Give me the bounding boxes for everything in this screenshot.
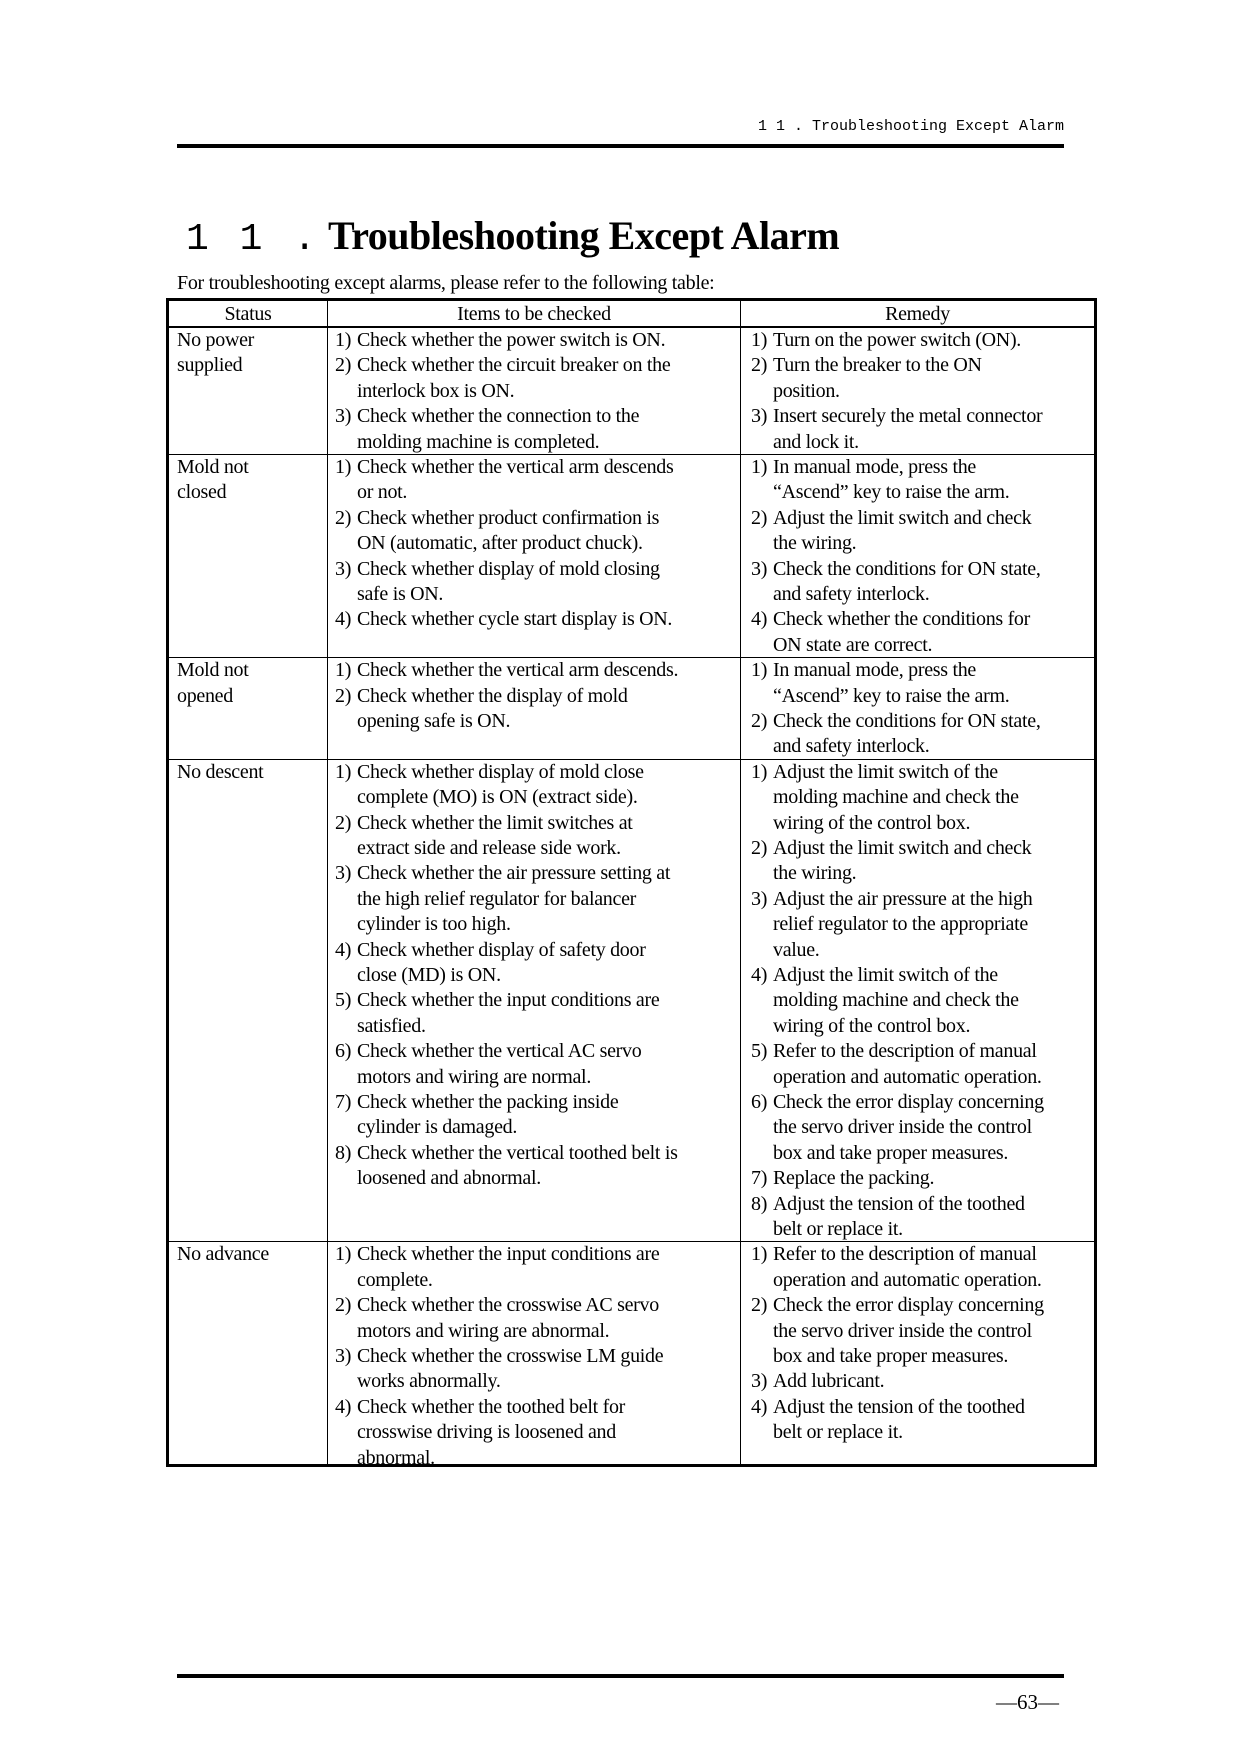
- item-number: 1): [751, 329, 768, 351]
- check-cell: [335, 455, 674, 633]
- item-continuation-line: molding machine is completed.: [357, 430, 600, 453]
- page-number: —63—: [996, 1690, 1059, 1714]
- item-text: Turn on the power switch (ON).: [773, 329, 1022, 351]
- item-continuation-line: and safety interlock.: [773, 735, 930, 758]
- item-number: 4): [335, 1395, 352, 1418]
- header-rule: [177, 144, 1064, 148]
- remedy-item: [751, 1039, 1044, 1090]
- check-item: [335, 988, 678, 1039]
- section-title: Troubleshooting Except Alarm: [328, 213, 840, 258]
- item-first-line: [751, 455, 1041, 480]
- item-continuation-line: interlock box is ON.: [357, 379, 515, 402]
- item-first-line: [751, 836, 1044, 861]
- check-cell: [335, 1242, 663, 1471]
- item-number: 8): [751, 1192, 768, 1215]
- item-first-line: [751, 887, 1044, 912]
- status-cell: [177, 455, 249, 506]
- header-items-to-be-checked: Items to be checked: [457, 303, 611, 325]
- item-continuation-line: complete.: [357, 1268, 433, 1291]
- item-number: 3): [335, 557, 352, 580]
- check-item: [335, 1141, 678, 1192]
- item-number: 7): [751, 1167, 768, 1190]
- item-continuation-line: the high relief regulator for balancer: [357, 887, 637, 910]
- status-line: opened: [177, 684, 233, 707]
- item-continuation-line: the wiring.: [773, 862, 857, 885]
- check-cell: [335, 658, 678, 734]
- item-first-line: [335, 404, 670, 429]
- item-continuation-line: value.: [773, 938, 820, 961]
- check-item: [335, 1242, 663, 1293]
- item-number: 5): [335, 989, 352, 1012]
- item-continuation-line: and safety interlock.: [773, 583, 930, 606]
- item-text: Check whether the vertical toothed belt is: [357, 1141, 678, 1164]
- item-text: Check whether the display of mold: [357, 684, 628, 707]
- item-first-line: [335, 328, 670, 353]
- check-item: [335, 353, 670, 404]
- check-cell: [335, 328, 670, 455]
- item-text: Check whether display of safety door: [357, 938, 646, 961]
- item-number: 2): [335, 811, 352, 834]
- item-continuation-line: opening safe is ON.: [357, 710, 511, 732]
- item-text: Check whether the packing inside: [357, 1091, 619, 1114]
- remedy-item: [751, 1090, 1044, 1166]
- item-number: 3): [751, 557, 768, 580]
- item-continuation-line: extract side and release side work.: [357, 837, 621, 860]
- item-number: 3): [335, 405, 352, 428]
- item-first-line: [335, 557, 674, 582]
- item-number: 1): [751, 1243, 768, 1266]
- item-continuation-line: satisfied.: [357, 1014, 426, 1037]
- remedy-item: [751, 1242, 1044, 1293]
- remedy-item: [751, 404, 1042, 455]
- item-number: 3): [335, 1345, 352, 1368]
- item-number: 2): [335, 354, 352, 377]
- status-cell: [177, 760, 263, 785]
- item-text: Check whether display of mold closing: [357, 557, 660, 580]
- item-first-line: [751, 1090, 1044, 1115]
- item-number: 6): [751, 1091, 768, 1114]
- item-first-line: [335, 938, 678, 963]
- check-item: [335, 557, 674, 608]
- item-continuation-line: cylinder is too high.: [357, 913, 511, 936]
- item-text: Check whether cycle start display is ON.: [357, 608, 673, 631]
- item-first-line: [751, 709, 1041, 734]
- check-item: [335, 455, 674, 506]
- check-cell: [335, 760, 678, 1192]
- item-number: 6): [335, 1040, 352, 1063]
- item-number: 4): [751, 1395, 768, 1418]
- item-text: Check whether the input conditions are: [357, 1243, 660, 1266]
- item-text: Check the conditions for ON state,: [773, 710, 1041, 732]
- item-text: Turn the breaker to the ON: [773, 354, 982, 377]
- item-first-line: [335, 1090, 678, 1115]
- item-continuation-line: the servo driver inside the control: [773, 1116, 1032, 1139]
- status-line: Mold not: [177, 659, 249, 682]
- item-continuation-line: loosened and abnormal.: [357, 1167, 541, 1190]
- remedy-cell: [751, 455, 1041, 658]
- item-continuation-line: box and take proper measures.: [773, 1141, 1009, 1164]
- item-first-line: [751, 658, 1041, 683]
- check-item: [335, 506, 674, 557]
- item-number: 4): [751, 964, 768, 987]
- item-text: In manual mode, press the: [773, 456, 976, 478]
- status-cell: [177, 1242, 269, 1267]
- remedy-item: [751, 887, 1044, 963]
- item-number: 3): [335, 862, 352, 885]
- item-continuation-line: ON state are correct.: [773, 633, 933, 656]
- check-item: [335, 760, 678, 811]
- item-first-line: [335, 1141, 678, 1166]
- item-first-line: [751, 1395, 1044, 1420]
- check-item: [335, 811, 678, 862]
- item-number: 5): [751, 1040, 768, 1063]
- item-text: Check whether product confirmation is: [357, 506, 660, 529]
- check-item: [335, 607, 674, 632]
- item-text: Check whether the connection to the: [357, 405, 640, 428]
- remedy-item: [751, 1395, 1044, 1446]
- item-continuation-line: or not.: [357, 481, 408, 504]
- intro-text: For troubleshooting except alarms, please refer to the following table:: [177, 272, 715, 294]
- item-first-line: [335, 1395, 663, 1420]
- item-continuation-line: ON (automatic, after product chuck).: [357, 532, 643, 555]
- item-first-line: [751, 506, 1041, 531]
- item-continuation-line: abnormal.: [357, 1446, 435, 1469]
- item-text: Check whether the vertical arm descends.: [357, 659, 679, 682]
- item-first-line: [751, 1293, 1044, 1318]
- item-first-line: [751, 607, 1041, 632]
- item-text: Check whether the toothed belt for: [357, 1395, 626, 1418]
- remedy-item: [751, 506, 1041, 557]
- check-item: [335, 1039, 678, 1090]
- item-continuation-line: position.: [773, 379, 840, 402]
- column-divider: [740, 301, 741, 1464]
- item-text: Insert securely the metal connector: [773, 405, 1043, 428]
- item-text: Check whether the vertical arm descends: [357, 456, 674, 478]
- status-line: closed: [177, 481, 227, 504]
- item-text: Check whether display of mold close: [357, 760, 644, 783]
- item-first-line: [335, 1039, 678, 1064]
- item-first-line: [335, 988, 678, 1013]
- remedy-cell: [751, 1242, 1044, 1445]
- check-item: [335, 1395, 663, 1471]
- item-number: 1): [335, 456, 352, 478]
- item-text: Check whether the limit switches at: [357, 811, 633, 834]
- item-first-line: [335, 760, 678, 785]
- item-first-line: [335, 455, 674, 480]
- item-continuation-line: motors and wiring are normal.: [357, 1065, 592, 1088]
- item-first-line: [335, 684, 678, 709]
- item-continuation-line: cylinder is damaged.: [357, 1116, 518, 1139]
- item-text: Check whether the crosswise AC servo: [357, 1294, 659, 1317]
- item-text: Refer to the description of manual: [773, 1040, 1037, 1063]
- item-first-line: [751, 1166, 1044, 1191]
- check-item: [335, 404, 670, 455]
- item-first-line: [751, 1039, 1044, 1064]
- item-continuation-line: works abnormally.: [357, 1370, 501, 1393]
- item-number: 8): [335, 1141, 352, 1164]
- item-text: Adjust the limit switch and check: [773, 837, 1032, 860]
- item-first-line: [751, 1192, 1044, 1217]
- check-item: [335, 938, 678, 989]
- check-item: [335, 1090, 678, 1141]
- remedy-item: [751, 1166, 1044, 1191]
- remedy-cell: [751, 328, 1042, 455]
- item-continuation-line: molding machine and check the: [773, 989, 1019, 1012]
- item-continuation-line: operation and automatic operation.: [773, 1065, 1042, 1088]
- item-first-line: [335, 1242, 663, 1267]
- item-number: 2): [751, 1294, 768, 1317]
- item-continuation-line: relief regulator to the appropriate: [773, 913, 1028, 936]
- item-continuation-line: safe is ON.: [357, 583, 444, 606]
- item-first-line: [335, 811, 678, 836]
- section-number: 1 1 .: [186, 218, 321, 261]
- status-line: No power: [177, 329, 255, 351]
- remedy-cell: [751, 658, 1041, 760]
- item-continuation-line: close (MD) is ON.: [357, 964, 501, 987]
- troubleshooting-table: [166, 298, 1097, 1467]
- remedy-item: [751, 963, 1044, 1039]
- item-number: 3): [751, 405, 768, 428]
- remedy-item: [751, 709, 1041, 760]
- item-text: Check whether the air pressure setting at: [357, 862, 671, 885]
- item-text: Refer to the description of manual: [773, 1243, 1037, 1266]
- item-first-line: [335, 861, 678, 886]
- remedy-item: [751, 353, 1042, 404]
- item-number: 4): [335, 608, 352, 631]
- header-remedy: Remedy: [885, 303, 950, 325]
- item-text: Check whether the input conditions are: [357, 989, 660, 1012]
- item-text: Check whether the conditions for: [773, 608, 1030, 631]
- check-item: [335, 684, 678, 735]
- remedy-item: [751, 658, 1041, 709]
- remedy-item: [751, 1192, 1044, 1243]
- item-first-line: [751, 760, 1044, 785]
- item-first-line: [335, 658, 678, 683]
- item-first-line: [335, 1344, 663, 1369]
- status-line: No descent: [177, 760, 264, 783]
- item-text: Adjust the tension of the toothed: [773, 1192, 1025, 1215]
- remedy-item: [751, 557, 1041, 608]
- item-number: 2): [751, 837, 768, 860]
- remedy-cell: [751, 760, 1044, 1243]
- item-first-line: [335, 607, 674, 632]
- item-number: 1): [335, 1243, 352, 1266]
- item-continuation-line: molding machine and check the: [773, 786, 1019, 809]
- item-continuation-line: motors and wiring are abnormal.: [357, 1319, 610, 1342]
- item-first-line: [751, 1242, 1044, 1267]
- status-cell: [177, 328, 254, 379]
- column-divider: [327, 301, 328, 1464]
- status-cell: [177, 658, 249, 709]
- item-text: Adjust the limit switch and check: [773, 506, 1032, 529]
- item-continuation-line: “Ascend” key to raise the arm.: [773, 684, 1010, 707]
- item-number: 2): [335, 506, 352, 529]
- check-item: [335, 861, 678, 937]
- item-number: 1): [751, 760, 768, 783]
- item-first-line: [751, 404, 1042, 429]
- item-text: Adjust the limit switch of the: [773, 964, 998, 987]
- item-continuation-line: operation and automatic operation.: [773, 1268, 1042, 1291]
- running-header: 1 1 . Troubleshooting Except Alarm: [757, 118, 1064, 135]
- footer-rule: [177, 1674, 1064, 1678]
- item-text: Check the error display concerning: [773, 1294, 1044, 1317]
- item-number: 1): [751, 659, 768, 682]
- item-first-line: [751, 1369, 1044, 1394]
- item-first-line: [335, 506, 674, 531]
- item-continuation-line: “Ascend” key to raise the arm.: [773, 481, 1010, 504]
- item-text: Check whether the circuit breaker on the: [357, 354, 671, 377]
- item-text: Check the error display concerning: [773, 1091, 1044, 1114]
- item-number: 2): [335, 1294, 352, 1317]
- item-text: Adjust the tension of the toothed: [773, 1395, 1025, 1418]
- remedy-item: [751, 760, 1044, 836]
- check-item: [335, 658, 678, 683]
- item-continuation-line: crosswise driving is loosened and: [357, 1421, 616, 1444]
- header-status: Status: [224, 303, 272, 325]
- item-first-line: [751, 557, 1041, 582]
- item-number: 2): [751, 710, 768, 732]
- item-text: Add lubricant.: [773, 1370, 885, 1393]
- item-text: Check whether the vertical AC servo: [357, 1040, 642, 1063]
- item-continuation-line: wiring of the control box.: [773, 811, 971, 834]
- item-number: 1): [751, 456, 768, 478]
- item-text: Adjust the limit switch of the: [773, 760, 998, 783]
- item-number: 2): [751, 354, 768, 377]
- item-continuation-line: belt or replace it.: [773, 1421, 903, 1444]
- item-text: Check whether the crosswise LM guide: [357, 1345, 664, 1368]
- item-number: 7): [335, 1091, 352, 1114]
- status-line: No advance: [177, 1243, 269, 1266]
- item-number: 4): [335, 938, 352, 961]
- item-number: 3): [751, 1370, 768, 1393]
- remedy-item: [751, 328, 1042, 353]
- item-number: 4): [751, 608, 768, 631]
- item-continuation-line: and lock it.: [773, 430, 859, 453]
- check-item: [335, 1344, 663, 1395]
- item-continuation-line: box and take proper measures.: [773, 1345, 1009, 1368]
- item-text: In manual mode, press the: [773, 659, 976, 682]
- item-continuation-line: belt or replace it.: [773, 1218, 903, 1241]
- remedy-item: [751, 1369, 1044, 1394]
- item-number: 2): [751, 506, 768, 529]
- remedy-item: [751, 836, 1044, 887]
- item-number: 2): [335, 684, 352, 707]
- item-first-line: [751, 963, 1044, 988]
- item-number: 1): [335, 659, 352, 682]
- remedy-item: [751, 455, 1041, 506]
- remedy-item: [751, 1293, 1044, 1369]
- item-text: Adjust the air pressure at the high: [773, 887, 1033, 910]
- item-continuation-line: the servo driver inside the control: [773, 1319, 1032, 1342]
- item-number: 3): [751, 887, 768, 910]
- item-text: Check the conditions for ON state,: [773, 557, 1041, 580]
- check-item: [335, 1293, 663, 1344]
- item-continuation-line: complete (MO) is ON (extract side).: [357, 786, 638, 809]
- item-continuation-line: wiring of the control box.: [773, 1014, 971, 1037]
- status-line: supplied: [177, 354, 243, 377]
- item-continuation-line: the wiring.: [773, 532, 857, 555]
- item-first-line: [751, 353, 1042, 378]
- check-item: [335, 328, 670, 353]
- item-text: Replace the packing.: [773, 1167, 935, 1190]
- item-first-line: [335, 353, 670, 378]
- page-title: [186, 212, 839, 261]
- item-number: 1): [335, 760, 352, 783]
- status-line: Mold not: [177, 456, 249, 478]
- item-first-line: [751, 328, 1042, 353]
- item-text: Check whether the power switch is ON.: [357, 329, 666, 351]
- item-number: 1): [335, 329, 352, 351]
- item-first-line: [335, 1293, 663, 1318]
- remedy-item: [751, 607, 1041, 658]
